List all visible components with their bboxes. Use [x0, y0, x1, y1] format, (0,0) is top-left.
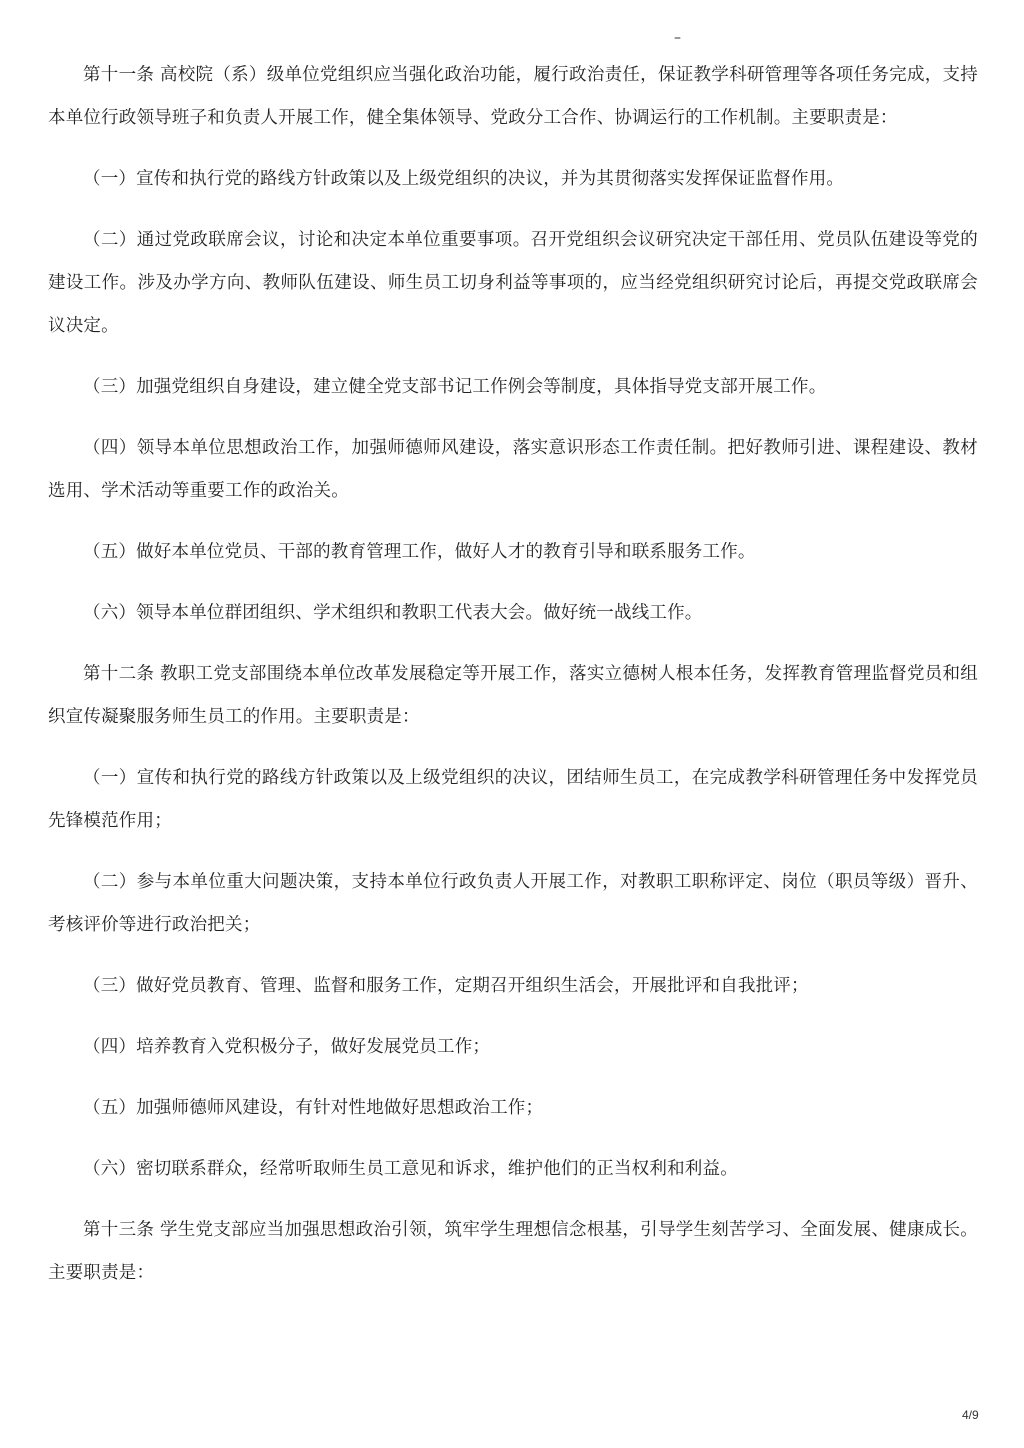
paragraph-item: （四）培养教育入党积极分子，做好发展党员工作； — [83, 1037, 491, 1057]
paragraph-article-13: 第十三条 学生党支部应当加强思想政治引领，筑牢学生理想信念根基，引导学生刻苦学习、全面发展、健康成长。主要职责是： — [48, 1220, 978, 1283]
paragraph-item: （一）宣传和执行党的路线方针政策以及上级党组织的决议，团结师生员工，在完成教学科研管理任务中发挥党员先锋模范作用； — [48, 768, 978, 831]
page-number: 4/9 — [962, 1408, 979, 1422]
paragraph-item: （五）做好本单位党员、干部的教育管理工作，做好人才的教育引导和联系服务工作。 — [83, 542, 756, 562]
paragraph-item: （六）领导本单位群团组织、学术组织和教职工代表大会。做好统一战线工作。 — [83, 603, 703, 623]
document-body — [48, 54, 978, 1313]
paragraph-item: （五）加强师德师风建设，有针对性地做好思想政治工作； — [83, 1098, 544, 1118]
paragraph-item: （三）加强党组织自身建设，建立健全党支部书记工作例会等制度，具体指导党支部开展工作。 — [83, 377, 827, 397]
header-mark: – — [674, 30, 681, 46]
paragraph-item: （六）密切联系群众，经常听取师生员工意见和诉求，维护他们的正当权利和利益。 — [83, 1159, 738, 1179]
paragraph-item: （一）宣传和执行党的路线方针政策以及上级党组织的决议，并为其贯彻落实发挥保证监督作用。 — [83, 169, 845, 189]
paragraph-article-11: 第十一条 高校院（系）级单位党组织应当强化政治功能，履行政治责任，保证教学科研管理等各项任务完成，支持本单位行政领导班子和负责人开展工作，健全集体领导、党政分工合作、协调运行的工作机制。主要职责是： — [48, 65, 978, 128]
paragraph-item: （二）通过党政联席会议，讨论和决定本单位重要事项。召开党组织会议研究决定干部任用、党员队伍建设等党的建设工作。涉及办学方向、教师队伍建设、师生员工切身利益等事项的，应当经党组织研究讨论后，再提交党政联席会议决定。 — [48, 230, 978, 336]
paragraph-item: （四）领导本单位思想政治工作，加强师德师风建设，落实意识形态工作责任制。把好教师引进、课程建设、教材选用、学术活动等重要工作的政治关。 — [48, 438, 978, 501]
paragraph-item: （三）做好党员教育、管理、监督和服务工作，定期召开组织生活会，开展批评和自我批评； — [83, 976, 809, 996]
paragraph-article-12: 第十二条 教职工党支部围绕本单位改革发展稳定等开展工作，落实立德树人根本任务，发挥教育管理监督党员和组织宣传凝聚服务师生员工的作用。主要职责是： — [48, 664, 978, 727]
paragraph-item: （二）参与本单位重大问题决策，支持本单位行政负责人开展工作，对教职工职称评定、岗位（职员等级）晋升、考核评价等进行政治把关； — [48, 872, 978, 935]
